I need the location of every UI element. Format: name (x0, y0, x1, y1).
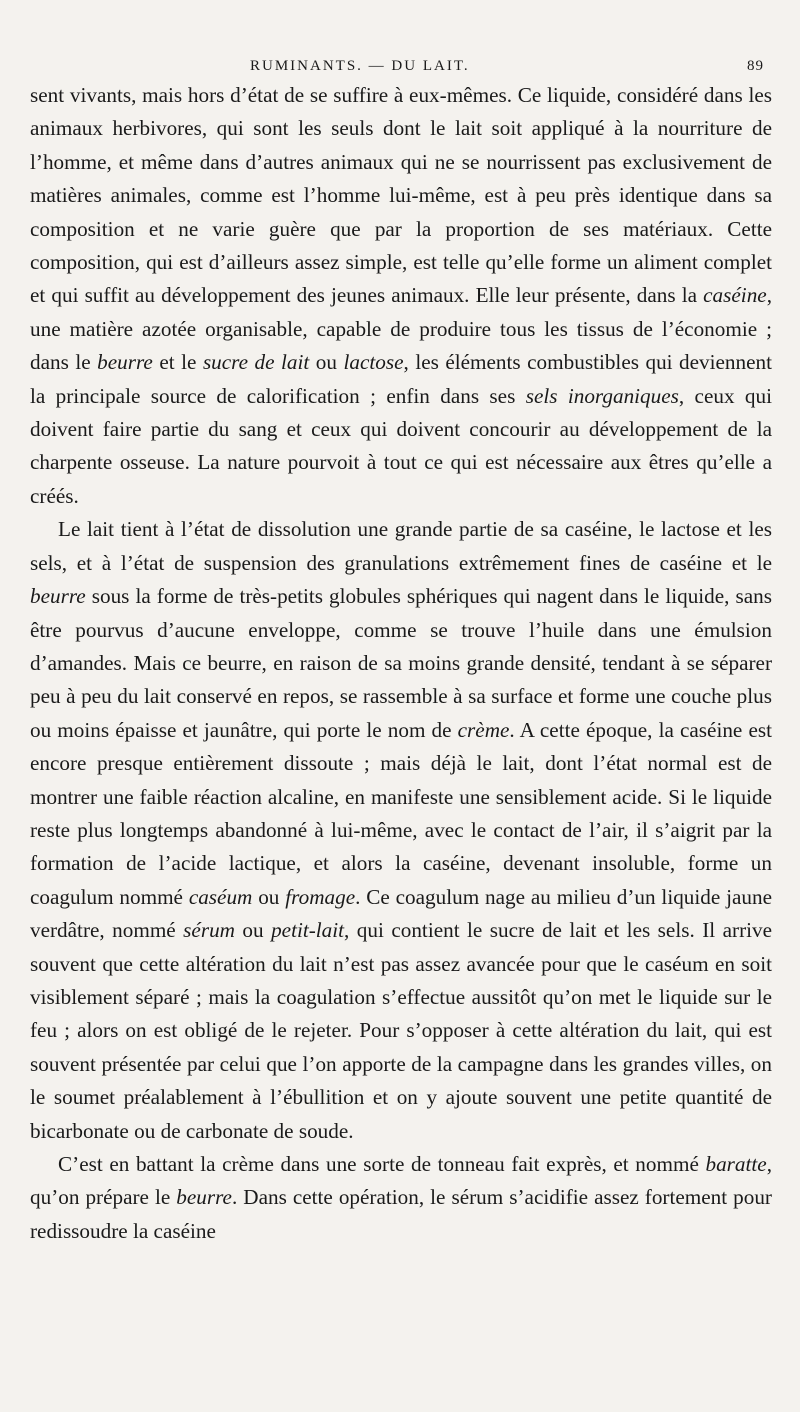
text-run: , les éléments combustibles qui deviennent la principale source de calorification ; enfin dans ses (30, 350, 773, 408)
text-run: , qu’on prépare le (30, 1152, 772, 1210)
page-number: 89 (747, 58, 764, 74)
paragraph (30, 513, 772, 1148)
text-run: ou (234, 918, 272, 943)
italic-term: beurre (30, 584, 86, 609)
text-run: Le lait tient à l’état de dissolution une grande partie de sa caséine, le lactose et les sels, et à l’état de suspension des granulations extrêmement fines de caséine et le (30, 517, 772, 575)
italic-term: baratte (705, 1152, 767, 1176)
body-text (30, 79, 772, 1248)
running-header (250, 58, 764, 75)
italic-term: sels inorganiques (525, 383, 679, 408)
text-run: sous la forme de très-petits globules sphériques qui nagent dans le liquide, sans être pourvus d’aucune enveloppe, comme se trouve l’huile dans une émulsion d’amandes. Mais ce beurre, en raison de sa moins grande densité, tendant à se séparer peu à peu du lait conservé en repos, se rassemble à sa surface et forme une couche plus ou moins épaisse et jaunâtre, qui porte le nom de (30, 584, 772, 742)
italic-term: sucre de lait (202, 350, 310, 375)
paragraph (30, 79, 772, 513)
italic-term: petit-lait (271, 918, 345, 943)
text-run: ou (309, 350, 344, 375)
text-run: et le (152, 350, 203, 375)
italic-term: crème (457, 717, 510, 742)
italic-term: caséine (703, 283, 767, 308)
italic-term: beurre (97, 350, 153, 375)
running-title: RUMINANTS. — DU LAIT. (250, 58, 470, 74)
italic-term: lactose (343, 350, 404, 375)
text-run: , une matière azotée organisable, capable de produire tous les tissus de l’économie ; dans le (30, 283, 772, 375)
italic-term: beurre (176, 1185, 232, 1210)
italic-term: fromage (285, 884, 356, 909)
text-run: . A cette époque, la caséine est encore presque entièrement dissoute ; mais déjà le lait, dont l’état normal est de montrer une faible réaction alcaline, en manifeste une sensiblement acide. Si le liquide reste plus longtemps abandonné à lui-même, avec le contact de l’air, il s’aigrit par la formation de l’acide lactique, et alors la caséine, devenant insoluble, forme un coagulum nommé (30, 717, 772, 909)
italic-term: caséum (188, 884, 253, 909)
text-run: . Dans cette opération, le sérum s’acidifie assez fortement pour redissoudre la caséine (30, 1185, 772, 1243)
text-run: , ceux qui doivent faire partie du sang et ceux qui doivent concourir au développement de la charpente osseuse. La nature pourvoit à tout ce qui est nécessaire aux êtres qu’elle a créés. (30, 383, 772, 508)
text-run: C’est en battant la crème dans une sorte de tonneau fait exprès, et nommé (58, 1152, 706, 1176)
text-run: . Ce coagulum nage au milieu d’un liquide jaune verdâtre, nommé (30, 884, 773, 943)
italic-term: sérum (183, 918, 235, 943)
text-run: , qui contient le sucre de lait et les sels. Il arrive souvent que cette altération du lait n’est pas assez avancée pour que le caséum en soit visiblement séparé ; mais la coagulation s’effectue aussitôt qu’on met le liquide sur le feu ; alors on est obligé de le rejeter. Pour s’opposer à cette altération du lait, qui est souvent présentée par celui que l’on apporte de la campagne dans les grandes villes, on le soumet préalablement à l’ébullition et on y ajoute souvent une petite quantité de bicarbonate ou de carbonate de soude. (30, 918, 773, 1143)
text-run: ou (252, 884, 286, 909)
paragraph (30, 1148, 772, 1248)
text-run: sent vivants, mais hors d’état de se suffire à eux-mêmes. Ce liquide, considéré dans les animaux herbivores, qui sont les seuls dont le lait soit appliqué à la nourriture de l’homme, et même dans d’autres animaux qui ne se nourrissent pas exclusivement de matières animales, comme est l’homme lui-même, est à peu près identique dans sa composition et ne varie guère que par la proportion de ses matériaux. Cette composition, qui est d’ailleurs assez simple, est telle qu’elle forme un aliment complet et qui suffit au développement des jeunes animaux. Elle leur présente, dans la (30, 83, 772, 308)
